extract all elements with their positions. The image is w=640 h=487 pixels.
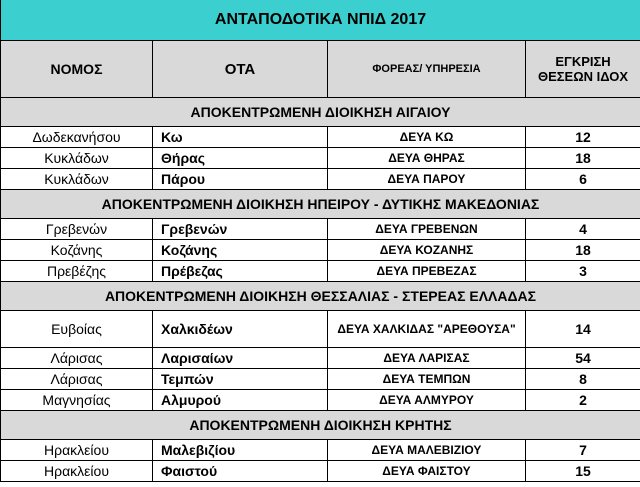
foreas-cell: ΔΕΥΑ ΠΡΕΒΕΖΑΣ (328, 261, 526, 282)
nomos-cell: Γρεβενών (1, 219, 153, 240)
nomos-cell: Πρεβέζης (1, 261, 153, 282)
ota-cell: Πάρου (153, 169, 328, 190)
foreas-cell: ΔΕΥΑ ΤΕΜΠΩΝ (328, 369, 526, 390)
table-row (1, 127, 640, 148)
region-row (1, 411, 640, 440)
table-row (1, 369, 640, 390)
foreas-cell: ΔΕΥΑ ΦΑΙΣΤΟΥ (328, 461, 526, 482)
region-title: ΑΠΟΚΕΝΤΡΩΜΕΝΗ ΔΙΟΙΚΗΣΗ ΚΡΗΤΗΣ (1, 411, 640, 440)
theseis-cell: 12 (526, 127, 640, 148)
header-nomos: ΝΟΜΟΣ (1, 41, 153, 98)
theseis-cell: 18 (526, 240, 640, 261)
foreas-cell: ΔΕΥΑ ΚΩ (328, 127, 526, 148)
region-title: ΑΠΟΚΕΝΤΡΩΜΕΝΗ ΔΙΟΙΚΗΣΗ ΗΠΕΙΡΟΥ - ΔΥΤΙΚΗΣ ΜΑΚΕΔΟΝΙΑΣ (1, 190, 640, 219)
ota-cell: Χαλκιδέων (153, 311, 328, 348)
ota-cell: Αλμυρού (153, 390, 328, 411)
foreas-cell: ΔΕΥΑ ΘΗΡΑΣ (328, 148, 526, 169)
theseis-cell: 6 (526, 169, 640, 190)
table-row (1, 219, 640, 240)
table-row (1, 311, 640, 348)
theseis-cell: 2 (526, 390, 640, 411)
ota-cell: Τεμπών (153, 369, 328, 390)
theseis-cell: 54 (526, 348, 640, 369)
nomos-cell: Μαγνησίας (1, 390, 153, 411)
nomos-cell: Ευβοίας (1, 311, 153, 348)
table-row (1, 348, 640, 369)
header-row (1, 41, 640, 98)
table-row (1, 240, 640, 261)
table-row (1, 440, 640, 461)
nomos-cell: Κυκλάδων (1, 169, 153, 190)
title-row (1, 0, 640, 41)
theseis-cell: 14 (526, 311, 640, 348)
foreas-cell: ΔΕΥΑ ΚΟΖΑΝΗΣ (328, 240, 526, 261)
nomos-cell: Κοζάνης (1, 240, 153, 261)
theseis-cell: 8 (526, 369, 640, 390)
table-row (1, 390, 640, 411)
nomos-cell: Δωδεκανήσου (1, 127, 153, 148)
table-row (1, 169, 640, 190)
table-row (1, 148, 640, 169)
theseis-cell: 15 (526, 461, 640, 482)
table-row (1, 461, 640, 482)
theseis-cell: 4 (526, 219, 640, 240)
header-foreas: ΦΟΡΕΑΣ/ ΥΠΗΡΕΣΙΑ (328, 41, 526, 98)
theseis-cell: 18 (526, 148, 640, 169)
region-row (1, 190, 640, 219)
nomos-cell: Ηρακλείου (1, 461, 153, 482)
ota-cell: Κοζάνης (153, 240, 328, 261)
foreas-cell: ΔΕΥΑ ΛΑΡΙΣΑΣ (328, 348, 526, 369)
theseis-cell: 3 (526, 261, 640, 282)
region-title: ΑΠΟΚΕΝΤΡΩΜΕΝΗ ΔΙΟΙΚΗΣΗ ΘΕΣΣΑΛΙΑΣ - ΣΤΕΡΕΑΣ ΕΛΛΑΔΑΣ (1, 282, 640, 311)
foreas-cell: ΔΕΥΑ ΓΡΕΒΕΝΩΝ (328, 219, 526, 240)
table-title: ΑΝΤΑΠΟΔΟΤΙΚΑ ΝΠΙΔ 2017 (1, 0, 640, 41)
ota-cell: Κω (153, 127, 328, 148)
nomos-cell: Κυκλάδων (1, 148, 153, 169)
ota-cell: Φαιστού (153, 461, 328, 482)
header-ota: ΟΤΑ (153, 41, 328, 98)
theseis-cell: 7 (526, 440, 640, 461)
header-egkrisi: ΕΓΚΡΙΣΗ ΘΕΣΕΩΝ ΙΔΟΧ (526, 41, 640, 98)
ota-cell: Πρέβεζας (153, 261, 328, 282)
ota-cell: Γρεβενών (153, 219, 328, 240)
region-row (1, 98, 640, 127)
nomos-cell: Λάρισας (1, 348, 153, 369)
ota-cell: Λαρισαίων (153, 348, 328, 369)
foreas-cell: ΔΕΥΑ ΧΑΛΚΙΔΑΣ "ΑΡΕΘΟΥΣΑ" (328, 311, 526, 348)
foreas-cell: ΔΕΥΑ ΠΑΡΟΥ (328, 169, 526, 190)
foreas-cell: ΔΕΥΑ ΜΑΛΕΒΙΖΙΟΥ (328, 440, 526, 461)
nomos-cell: Λάρισας (1, 369, 153, 390)
region-title: ΑΠΟΚΕΝΤΡΩΜΕΝΗ ΔΙΟΙΚΗΣΗ ΑΙΓΑΙΟΥ (1, 98, 640, 127)
region-row (1, 282, 640, 311)
table-row (1, 261, 640, 282)
ota-cell: Θήρας (153, 148, 328, 169)
ota-cell: Μαλεβιζίου (153, 440, 328, 461)
nomos-cell: Ηρακλείου (1, 440, 153, 461)
foreas-cell: ΔΕΥΑ ΑΛΜΥΡΟΥ (328, 390, 526, 411)
